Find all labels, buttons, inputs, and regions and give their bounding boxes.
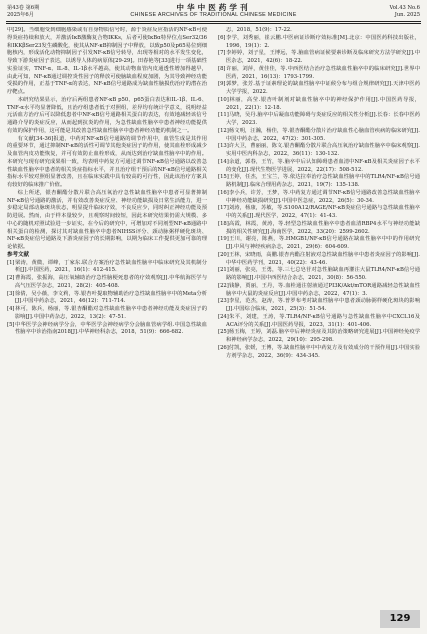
reference-number: [13] bbox=[218, 143, 229, 150]
reference-text: 许大卫，曹丽丽，陈文.银杏酮酯分散片联合高压氧治疗缺血性脑卒中临床观察[J].实用中医内科杂志，2022，36(11)：130-132. bbox=[226, 143, 420, 157]
reference-number: [20] bbox=[218, 251, 229, 258]
reference-number: [17] bbox=[218, 205, 229, 212]
reference-text: 许丽，刘萍，黄佳佳，等.中西医结合治疗急性缺血性脑卒中的临床研究[J].世界中医药，2021，16(13)：1793-1799. bbox=[226, 65, 420, 80]
reference-number: [18] bbox=[218, 220, 229, 227]
reference-text: 王林，宋晓雨，高鹏.银杏内酯注射液对急性缺血性脑卒中患者炎症因子的影响[J].中华中医药学刊，2021，40(22)：43-46. bbox=[226, 251, 420, 266]
reference-number: [24] bbox=[218, 313, 229, 320]
reference-number: [4] bbox=[7, 306, 15, 312]
reference-text: 中华医学会神经病学分会，中华医学会神经病学分会脑血管病学组.中国急性缺血性脑卒中诊治指南2018[J].中华神经科杂志，2018，51(9)：666-682. bbox=[15, 321, 207, 336]
reference-item bbox=[218, 27, 420, 35]
journal-title-en: CHINESE ARCHIVES OF TRADITIONAL CHINESE MEDICINE bbox=[130, 12, 297, 18]
reference-number: [26] bbox=[218, 344, 229, 351]
reference-number: [14] bbox=[218, 158, 229, 165]
reference-number: [5] bbox=[7, 321, 15, 328]
reference-item bbox=[7, 322, 207, 338]
reference-item bbox=[7, 291, 207, 307]
reference-item bbox=[218, 112, 420, 128]
reference-text: 林可，陈兵，杨丽，等.银杏酮酯对急性缺血性脑卒中患者神经功能及炎症因子的影响[J].中国中药杂志，2022，13(2)：47-51. bbox=[15, 306, 207, 320]
left-column bbox=[7, 27, 207, 627]
reference-text: 王川，谢亮，陈燕，等.HMGB1/NF-κB信号通路在缺血性脑卒中中的作用研究[J].中风与神经疾病杂志，2021，29(6)：604-609. bbox=[226, 236, 420, 250]
reference-item bbox=[7, 306, 207, 322]
issue-en-line1: Vol.43 No.6 bbox=[389, 5, 420, 11]
reference-item bbox=[7, 260, 207, 276]
reference-number: [7] bbox=[218, 50, 226, 57]
reference-item bbox=[218, 298, 420, 314]
reference-item bbox=[218, 174, 420, 190]
reference-text: 梁涛，黄微，谭峰，丁家东.联合方案治疗急性缺血性脑卒中临床研究及其机制分析[J].中国医药，2021，16(1)：412-415. bbox=[15, 259, 207, 274]
reference-number: [3] bbox=[7, 290, 15, 297]
page-number: 129 bbox=[380, 610, 420, 628]
issue-cn-line2: 2025年6月 bbox=[7, 12, 34, 18]
references-heading: 参考文献 bbox=[7, 251, 30, 258]
journal-title-cn: 中华中医药学刊 bbox=[176, 3, 251, 12]
reference-text: 李学，刘秀丽，崔云鹏.中医病证诊断疗效标准[M].北京：中国医药科技出版社，1996，19(1)：2. bbox=[226, 34, 420, 49]
reference-item bbox=[218, 159, 420, 175]
right-column bbox=[218, 27, 420, 587]
issue-en-line2: Jun. 2025 bbox=[394, 12, 420, 18]
reference-number: [12] bbox=[218, 127, 229, 134]
reference-item bbox=[218, 128, 420, 144]
reference-number: [15] bbox=[218, 174, 229, 181]
reference-number: [8] bbox=[218, 65, 226, 72]
reference-text: 杨文明，汪瀚，杨佳，等.银杏酮酯分散片治疗缺血性心脑血管疾病的临床研究[J].中国中药杂志，2022，47(2)：301-305. bbox=[226, 127, 420, 142]
reference-item bbox=[7, 275, 207, 291]
reference-item bbox=[218, 314, 420, 330]
reference-number: [25] bbox=[218, 329, 229, 336]
issue-cn-line1: 第43卷 第6期 bbox=[7, 5, 40, 11]
body-paragraph: 有文献[34-36]报道，中药对NF-κB信号通路的调节作用中，血管生成是其作用的重要环节，通过抑制NF-κB的活性可调节其他炎症因子的作用，使其血栓形成减少及血管内皮功能恢复，并可有效防止血栓形成，从而达到治疗缺血性脑卒中的作用。本研究与现有研究成果相一致，均表明中药复方可通过调节NF-κB信号通路以改善急性缺血性脑卒中患者的相关炎症指标水平，并且治疗组干预后的NF-κB信号通路相关指标水平较对照组显著改善，且在临床实践中具有较高的可行性，因此该治疗方案具有较好的临床推广价值。 bbox=[7, 135, 207, 188]
running-header bbox=[0, 0, 427, 26]
header-rule-thin bbox=[6, 23, 421, 24]
reference-text: 刘丽，张亮，王勇，等.三七总皂苷对急性脑缺血再灌注大鼠TLR4/NF-κB信号通路的影响[J].中国中西医结合杂志，2021，30(8)：56-550. bbox=[226, 267, 420, 281]
reference-item bbox=[218, 81, 420, 97]
reference-text: 刘涛，杨康，苏敏，等.S100A12/RAGE/NF-κB炎症信号通路与急性缺血性脑卒中的关系[J].现代医学，2022，47(1)：41-43. bbox=[226, 205, 420, 219]
reference-text: 志，2018，51(9)：17-22. bbox=[226, 27, 292, 33]
reference-text: 钱静，贾丽，王丹，等.血栓通注射液通过PI3K/Akt/mTOR通路减轻急性缺血性脑卒中大鼠的炎症反应[J].中国中药杂志，2022，47(1)：3. bbox=[226, 282, 420, 297]
reference-text: 徐倩，吴小薇，李文莉，等.银杏叶提取物辅助治疗急性缺血性脑卒中的Meta分析[J].中国中药杂志，2021，46(12)：711-714. bbox=[15, 290, 207, 305]
reference-text: 郭梦，张芳.基于证素理论的缺血性脑卒中证候分布与组合规律研究[J].天津中医药大学学报，2022. bbox=[226, 81, 420, 95]
reference-number: [16] bbox=[218, 189, 229, 196]
reference-number: [2] bbox=[7, 275, 15, 281]
reference-item bbox=[218, 283, 420, 299]
reference-text: 李婷婷，刘子星，王博远，等.脑血管病证候要素诊断及临床研究方法学研究[J].中医杂志，2021，42(6)：18-22. bbox=[226, 50, 420, 64]
reference-text: 高霞，林霞，黄涛，等.轻型急性缺血性脑卒中患者血清RBP4水平与神经功能缺损的相关性研究[J].海南医学，2022，33(20)：2599-2602. bbox=[226, 220, 420, 235]
reference-text: 李小兵，许芳，王梦，等.中药复方通过调节NF-κB信号通路改善急性缺血性脑卒中神经功能缺损研究[J].中国中医急症，2022，26(5)：30-34. bbox=[226, 189, 420, 204]
reference-text: 杨玉梅，王婷，刘磊.脑卒中后神经炎症及其防治策略研究进展[J].中国神经免疫学和神经病学杂志，2022，29(10)：295-298. bbox=[226, 329, 420, 343]
reference-number: [9] bbox=[218, 81, 226, 88]
reference-item bbox=[218, 205, 420, 221]
reference-number: [6] bbox=[218, 34, 226, 41]
reference-item bbox=[218, 50, 420, 66]
reference-item bbox=[218, 267, 420, 283]
reference-number: [19] bbox=[218, 236, 229, 243]
reference-item bbox=[218, 345, 420, 361]
reference-number: [22] bbox=[218, 282, 229, 289]
reference-number: [23] bbox=[218, 298, 229, 305]
reference-item bbox=[218, 252, 420, 268]
reference-item bbox=[218, 221, 420, 237]
reference-item bbox=[218, 236, 420, 252]
reference-text: 余道，郭春，王竹，等.脑卒中后认知障碍患者血清中NF-κB及相关炎症因子水平的变化[J].现代生物医学进展，2022，22(17)：508-512. bbox=[226, 158, 420, 173]
reference-item bbox=[218, 66, 420, 82]
reference-list-left bbox=[7, 260, 207, 338]
body-paragraph: 本研究结果显示，治疗后两组患者NF-κB p50、p65蛋白表达和IL-1β、IL-6、TNF-α水平均显著降低，且治疗组患者低于对照组，差异均有统计学意义，说明经益元活血方治疗后可以降低患者中NF-κB信号通路相关蛋白的表达，有效地减轻该信号通路介导的炎症反应，从而起到抗炎的作用，为急性缺血性脑卒中患者神经功能提供有效的保护作用，这可能是其改善急性缺血性脑卒中患者神经功能的机制之一。 bbox=[7, 96, 207, 134]
reference-text: 曹海霞，张振海，高压氧辅助治疗急性脑梗死患者的疗效观察[J].中华航海医学与高气压医学杂志，2021，28(2)：405-408. bbox=[15, 275, 207, 289]
reference-number: [10] bbox=[218, 96, 229, 103]
reference-text: 付凯，张媛，王博，等.缺血性脑卒中中药复方及有效成分的干预作用[J].中国实验方剂学杂志，2022，36(9)：434-345. bbox=[226, 344, 420, 359]
reference-text: 林丽，高莹.银杏叶制剂对缺血性脑卒中的神经保护作用[J].中国医药导报，2021，22(1)：12-18. bbox=[226, 96, 420, 111]
reference-text: 王婷，任杰，王宝兰，等.依达拉奉治疗急性缺血性脑卒中的TLR4/NF-κB信号通路机制[J].临床合理用药杂志，2021，19(7)：135-138. bbox=[226, 174, 420, 188]
reference-number: [11] bbox=[218, 112, 229, 119]
reference-text: 李星，范杰，赵涛，等.普罗布考对缺血性脑卒中患者颈动脉粥样硬化斑块的影响[J].中国综合临床，2021，25(3)：51-54. bbox=[226, 298, 420, 312]
reference-text: 马晓，吴丹.脑卒中后凝血功能障碍与炎症反应的相关性分析[J].长春：长春中医药大学，2023. bbox=[226, 112, 420, 126]
reference-text: 朱平，刘建，王涛，等.TLR4/NF-κB信号通路与急性缺血性脑卒中CXCL16及ACA评分的关系[J].中国医药导报，2023，31(1)：401-406. bbox=[226, 313, 420, 328]
reference-number: [1] bbox=[7, 259, 15, 266]
reference-item bbox=[218, 190, 420, 206]
reference-list-right bbox=[218, 27, 420, 360]
body-paragraph: 中[29]。当细胞受到细胞感染或有自身物质信号时，源于炎症反应指活的NF-κB可使得炎症持续和放大，并激活IκB激酶复合物IKKs，后者可使IκBα特异位点Ser32/36和IKKβSer23发生磷酸化，使其从NF-κB抑制因子中释放，以致p50及p65易位到细胞核内，形成活化动物抑制因子引发NF-κB信号转导，出现等相对的水平发生变化，导致下游炎症因子表达，以诱导人体的病原体[29-29]。田春艳等[33]进行一项基础性实验证实，TNF-α、IL-8、IL-1β水平越高，使其动物血管内皮通透性增加得越早，由此可知，NF-κB通过调控炎性因子的释放可使脑缺血程度加剧，为其导致神经功能受损的作用，正基于TNF-α的表达，NF-κB信号通路成为缺血性脑损伤治疗的潜在治疗靶点。 bbox=[7, 27, 207, 95]
reference-item bbox=[218, 329, 420, 345]
reference-item bbox=[218, 143, 420, 159]
reference-item bbox=[218, 35, 420, 51]
header-rule-thick bbox=[6, 21, 421, 22]
reference-number: [21] bbox=[218, 267, 229, 274]
reference-item bbox=[218, 97, 420, 113]
body-paragraph: 综上所述，银杏酮酯分散片联合高压氧治疗急性缺血性脑卒中患者可显著抑制NF-κB信号通路的激活，并有效改善炎症反应、神经功能缺损及日常生活能力，进一步稳定局部动脉斑块状态，明显提升临床疗效，不良反应少，同时纠正神经功能及预防进展。然而，由于样本量较少，且观察时间较短，因此本研究结果仍需大规模、多中心的随机对照试验进一步证实。在今后的研究中，可增加对不同剂型NF-κB通路中相关蛋白的检测，探讨其对缺血性脑卒中患者NIHSS评分、颈动脉粥样硬化斑块、NF-κB炎症信号通路及下游炎症因子的长期影响，以期为临床工作提供更加可靠的理论依据。 bbox=[7, 189, 207, 250]
